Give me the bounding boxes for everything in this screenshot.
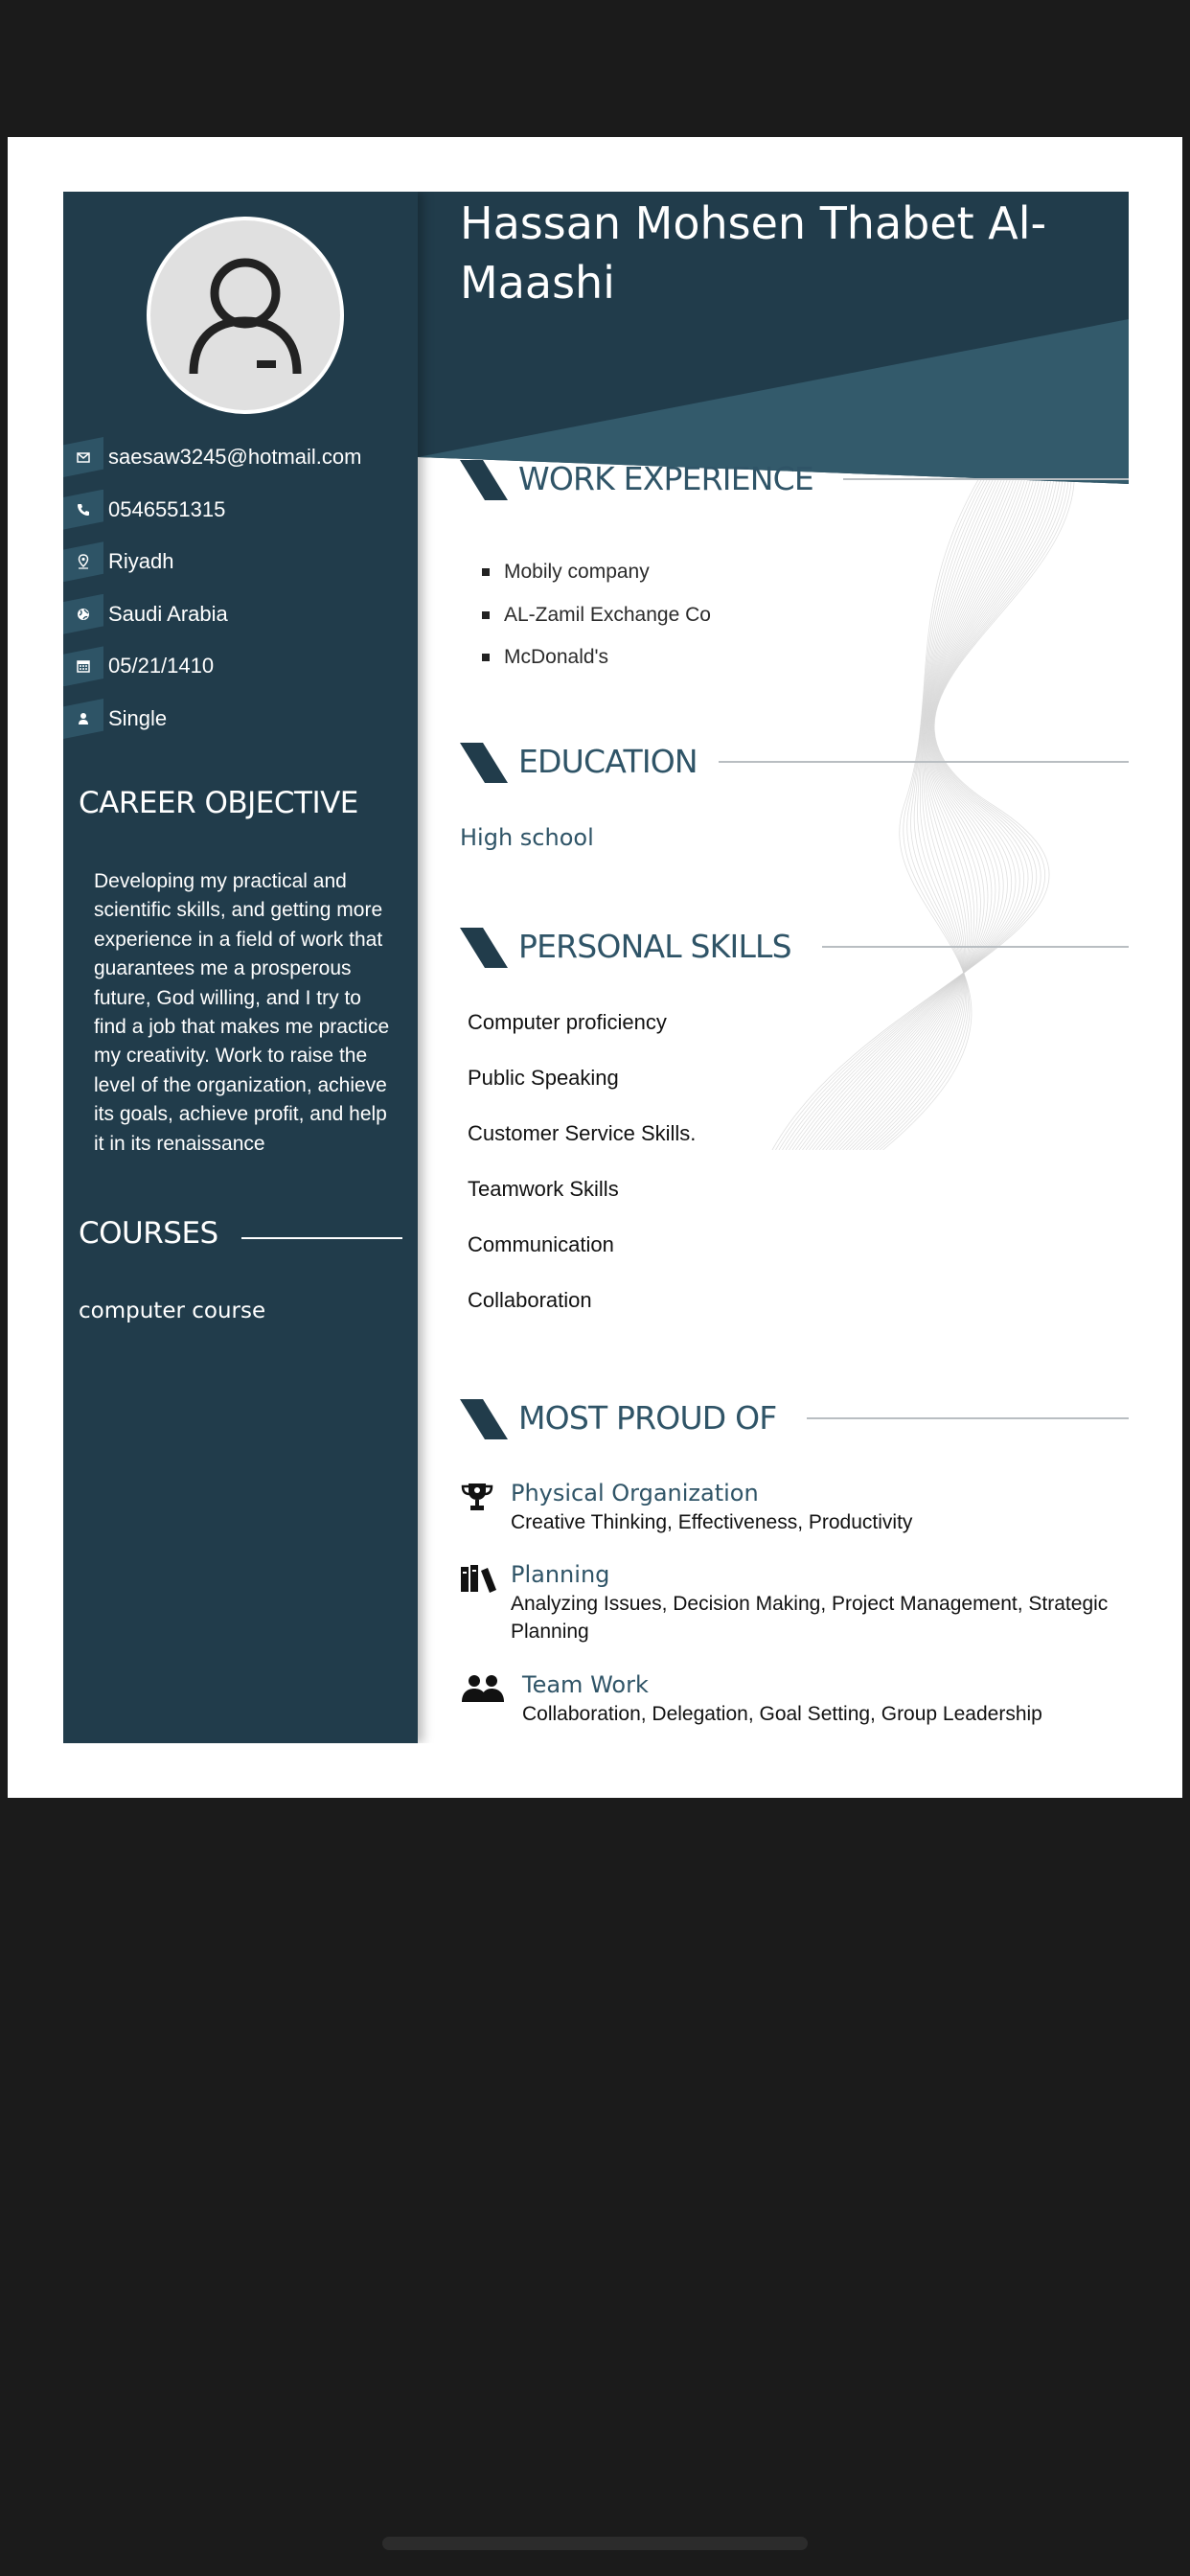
courses-divider (241, 1237, 402, 1239)
section-divider (807, 1417, 1129, 1419)
proud-item-title: Physical Organization (511, 1480, 759, 1506)
education-heading: EDUCATION (518, 743, 698, 780)
contact-country (63, 590, 418, 643)
email-text: saesaw3245@hotmail.com (108, 445, 362, 469)
phone-text: 0546551315 (108, 496, 226, 521)
avatar (147, 217, 344, 414)
skill-item: Customer Service Skills. (468, 1121, 697, 1145)
candidate-name: Hassan Mohsen Thabet Al-Maashi (460, 197, 1047, 309)
person-icon (63, 699, 103, 739)
section-slash-icon (460, 1399, 508, 1439)
country-text: Saudi Arabia (108, 601, 228, 626)
contact-birthdate (63, 642, 418, 695)
career-objective-text: Developing my practical and scientific skills, and getting more experience in a field of work that guarantees me a prosperous future, God willing, and I try to find a job that makes me practice my creativity. Work to raise the level of the organization, achieve its goals, achieve profit, and help it in its renaissance (94, 870, 390, 1155)
section-divider (843, 478, 1129, 480)
proud-item (460, 1669, 1121, 1736)
career-objective-heading: CAREER OBJECTIVE (79, 786, 358, 820)
work-experience-list (481, 559, 711, 687)
section-divider (822, 946, 1129, 948)
most-proud-of-header (460, 1395, 1129, 1441)
most-proud-of-heading: MOST PROUD OF (518, 1399, 777, 1437)
proud-item (460, 1478, 1121, 1559)
skill-item: Computer proficiency (468, 1010, 667, 1034)
birthdate-text: 05/21/1410 (108, 654, 215, 678)
personal-skills-header (460, 924, 1129, 970)
proud-item-description: Analyzing Issues, Decision Making, Project Management, Strategic Planning (511, 1593, 1109, 1643)
proud-item-title: Team Work (522, 1671, 649, 1698)
personal-skills-heading: PERSONAL SKILLS (518, 928, 791, 965)
contact-list (63, 433, 418, 748)
skill-item: Public Speaking (468, 1066, 619, 1090)
education-item: High school (460, 824, 594, 851)
contact-email[interactable] (63, 433, 418, 486)
calendar-icon (63, 646, 103, 686)
phone-icon (63, 490, 103, 530)
personal-skills-list (468, 1009, 696, 1343)
list-item: McDonald's (481, 644, 711, 687)
envelope-icon (63, 437, 103, 477)
proud-item (460, 1559, 1121, 1669)
contact-city (63, 538, 418, 590)
list-item: AL-Zamil Exchange Co (481, 602, 711, 645)
document-page (8, 137, 1182, 1798)
section-divider (719, 761, 1129, 763)
city-text: Riyadh (108, 549, 174, 574)
work-experience-heading: WORK EXPERIENCE (518, 460, 813, 497)
decorative-wave-pattern (753, 441, 1129, 1150)
education-header (460, 739, 1129, 785)
sidebar (63, 192, 418, 1743)
section-slash-icon (460, 928, 508, 968)
home-indicator[interactable] (382, 2537, 808, 2550)
trophy-icon (460, 1482, 494, 1517)
contact-marital-status (63, 695, 418, 748)
most-proud-of-list (460, 1478, 1121, 1736)
proud-item-description: Creative Thinking, Effectiveness, Productivity (511, 1511, 913, 1533)
courses-heading: COURSES (79, 1216, 218, 1251)
resume (63, 192, 1129, 1743)
proud-item-title: Planning (511, 1561, 610, 1588)
location-pin-icon (63, 541, 103, 582)
skill-item: Collaboration (468, 1288, 592, 1312)
list-item: Mobily company (481, 559, 711, 602)
work-experience-header (460, 456, 1129, 502)
skill-item: Teamwork Skills (468, 1177, 619, 1201)
section-slash-icon (460, 460, 508, 500)
team-icon (460, 1673, 506, 1709)
skill-item: Communication (468, 1232, 614, 1256)
globe-icon (63, 594, 103, 634)
proud-item-description: Collaboration, Delegation, Goal Setting, Group Leadership (522, 1703, 1042, 1725)
person-placeholder-icon (150, 220, 340, 410)
marital-status-text: Single (108, 705, 168, 730)
books-icon (460, 1563, 498, 1598)
contact-phone[interactable] (63, 486, 418, 539)
section-slash-icon (460, 743, 508, 783)
course-item: computer course (79, 1299, 266, 1323)
